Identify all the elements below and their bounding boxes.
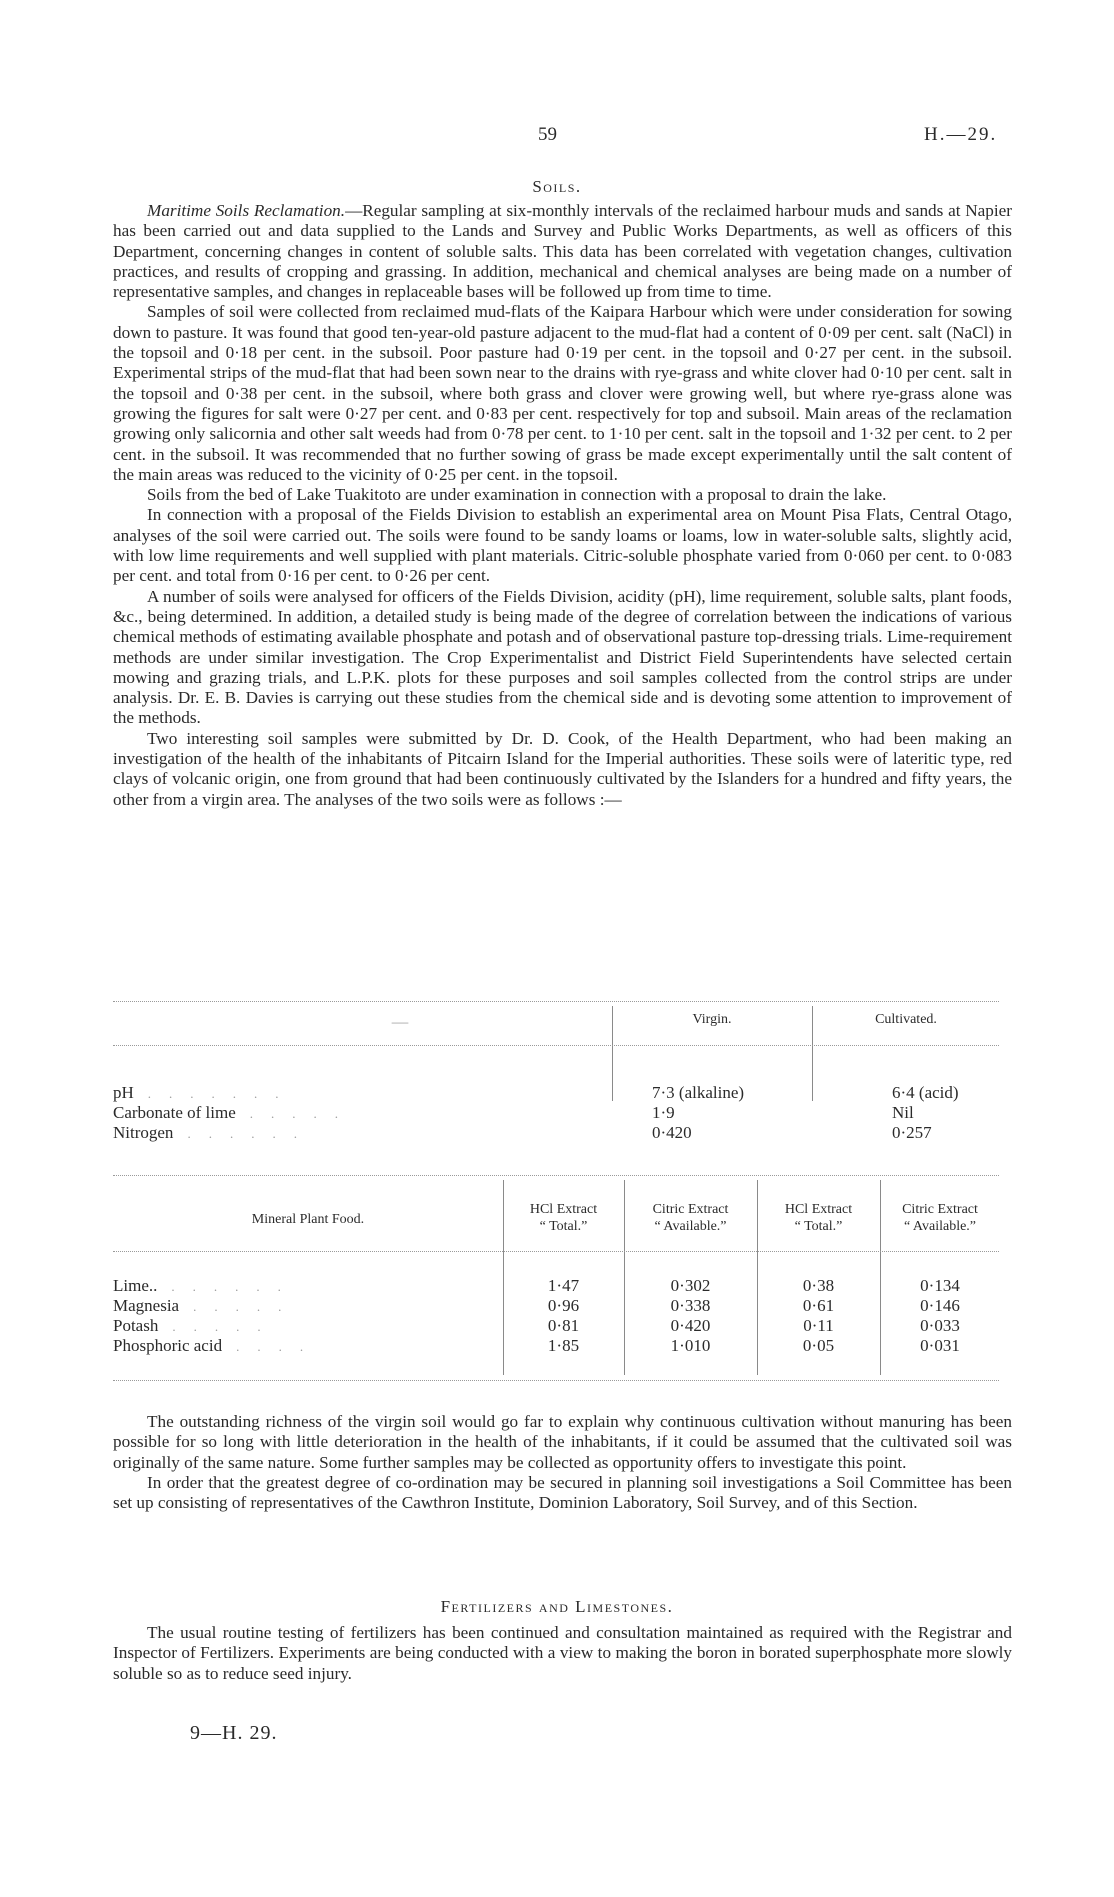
table-cell: 0·134 xyxy=(920,1276,960,1295)
table-cell: 0·257 xyxy=(892,1123,932,1142)
table-cell: 0·302 xyxy=(670,1276,711,1295)
table-row-label: Nitrogen ...... xyxy=(113,1123,315,1142)
table-row-label: Magnesia ..... xyxy=(113,1296,300,1315)
table-rule xyxy=(113,1001,999,1002)
table-cell: 0·338 xyxy=(670,1296,711,1315)
column-header-cultivated: Cultivated. xyxy=(875,1012,937,1027)
paragraph-fertilizer-testing: The usual routine testing of fertilizers has been continued and consultation maintained as required with the Registrar and Inspector of Fertilizers. Experiments are being conducted with a view to making the boron in borated superphosphate more slowly soluble so as to reduce seed injury. xyxy=(113,1623,1012,1683)
conclusion-text-block xyxy=(113,1412,1012,1513)
table-cell: 0·81 xyxy=(547,1316,580,1335)
table-rule xyxy=(113,1045,999,1046)
inline-heading: Maritime Soils Reclamation. xyxy=(147,201,346,220)
table-cell: Nil xyxy=(892,1103,914,1122)
table-cell: 0·146 xyxy=(920,1296,960,1315)
table-rule xyxy=(113,1251,999,1252)
table-cell: 1·010 xyxy=(670,1336,711,1355)
column-header: Citric Extract “ Available.” xyxy=(902,1202,978,1234)
paragraph-tuakitoto: Soils from the bed of Lake Tuakitoto are under examination in connection with a proposal to drain the lake. xyxy=(147,485,887,505)
table-cell: 0·420 xyxy=(652,1123,692,1142)
paragraph-mount-pisa: In connection with a proposal of the Fields Division to establish an experimental area on Mount Pisa Flats, Central Otago, analyses of the soil were carried out. The soils were found to be sandy loams or loams, low in water-soluble salts, slightly acid, with low lime requirements and well supplied with plant materials. Citric-soluble phosphate varied from 0·060 per cent. to 0·083 per cent. and total from 0·16 per cent. to 0·26 per cent. xyxy=(113,505,1012,586)
paragraph-kaipara: Samples of soil were collected from reclaimed mud-flats of the Kaipara Harbour which were under consideration for sowing down to pasture. It was found that good ten-year-old pasture adjacent to the mud-flat had a content of 0·09 per cent. salt (NaCl) in the topsoil and 0·18 per cent. in the subsoil. Poor pasture had 0·19 per cent. in the topsoil and 0·27 per cent. in the subsoil. Experimental strips of the mud-flat that had been sown near to the drains with rye-grass and white clover had 0·10 per cent. salt in the topsoil and 0·38 per cent. in the subsoil, where both grass and clover were growing well, but where rye-grass alone was growing the figures for salt were 0·27 per cent. and 0·83 per cent. respectively for top and subsoil. Main areas of the reclamation growing only salicornia and other salt weeds had from 0·78 per cent. to 1·10 per cent. salt in the topsoil and 1·32 per cent. to 2 per cent. in the subsoil. It was recommended that no further sowing of grass be made except experimentally until the salt content of the main areas was reduced to the vicinity of 0·25 per cent. in the topsoil. xyxy=(113,302,1012,484)
table-row-label: Lime.. ...... xyxy=(113,1276,299,1295)
table-cell: 0·033 xyxy=(920,1316,960,1335)
paragraph-virgin-soil: The outstanding richness of the virgin soil would go far to explain why continuous cultivation without manuring has been possible for so long with little deterioration in the health of the inhabitants, if it could be assumed that the cultivated soil was originally of the same nature. Some further samples may be collected as opportunity offers to investigate this point. xyxy=(113,1412,1012,1472)
paragraph-text: —Regular sampling at six-monthly intervals of the reclaimed harbour muds and sands at Napier has been carried out and data supplied to the Lands and Survey and Public Works Departments, as well as officers of this Department, concerning changes in content of soluble salts. This data has been correlated with vegetation changes, cultivation practices, and results of cropping and grassing. In addition, mechanical and chemical analyses are being made on a number of representative samples, and changes in replaceable bases will be followed up from time to time. xyxy=(113,201,1012,302)
table-cell: 0·96 xyxy=(547,1296,580,1315)
fertilizers-text-block xyxy=(113,1623,1012,1684)
table-cell: 1·9 xyxy=(652,1103,675,1122)
table-cell: 0·031 xyxy=(920,1336,960,1355)
table-rule xyxy=(113,1175,999,1176)
table-cell: 0·61 xyxy=(802,1296,835,1315)
document-reference: H.—29. xyxy=(924,124,998,145)
table-row-label: Phosphoric acid .... xyxy=(113,1336,322,1355)
section-title-soils: Soils. xyxy=(532,177,582,196)
column-header: HCl Extract “ Total.” xyxy=(529,1202,598,1234)
table-cell: 0·420 xyxy=(670,1316,711,1335)
soils-text-block xyxy=(113,201,1012,810)
table-cell: 0·38 xyxy=(802,1276,835,1295)
section-title-fertilizers: Fertilizers and Limestones. xyxy=(440,1597,674,1616)
table-rule xyxy=(113,1380,999,1381)
column-header: HCl Extract “ Total.” xyxy=(784,1202,853,1234)
page-number: 59 xyxy=(538,124,557,145)
paragraph-fields-division: A number of soils were analysed for officers of the Fields Division, acidity (pH), lime requirement, soluble salts, plant foods, &c., being determined. In addition, a detailed study is being made of the degree of correlation between the indications of various chemical methods of estimating available phosphate and potash and of observational pasture top-dressing trials. Lime-requirement methods are under similar investigation. The Crop Experimentalist and District Field Superintendents have selected certain mowing and grazing trials, and L.P.K. plots for these purposes and soil samples collected from the control strips are under analysis. Dr. E. B. Davies is carrying out these studies from the chemical side and is devoting some attention to improvement of the methods. xyxy=(113,586,1012,728)
table-corner-cell: Mineral Plant Food. xyxy=(251,1212,365,1227)
table-cell: 0·11 xyxy=(803,1316,834,1335)
signature-code: 9—H. 29. xyxy=(190,1722,278,1744)
table-cell: 7·3 (alkaline) xyxy=(652,1083,745,1102)
table-row-label: Carbonate of lime ..... xyxy=(113,1103,356,1122)
paragraph-pitcairn: Two interesting soil samples were submitted by Dr. D. Cook, of the Health Department, who had been making an investigation of the health of the inhabitants of Pitcairn Island for the Imperial authorities. These soils were of lateritic type, red clays of volcanic origin, one from ground that had been continuously cultivated by the Islanders for a hundred and fifty years, the other from a virgin area. The analyses of the two soils were as follows :— xyxy=(113,728,1012,809)
table-row-label: pH ....... xyxy=(113,1083,297,1102)
table-cell: 6·4 (acid) xyxy=(892,1083,959,1102)
column-header: Citric Extract “ Available.” xyxy=(652,1202,729,1234)
table-cell: 1·85 xyxy=(547,1336,580,1355)
paragraph-soil-committee: In order that the greatest degree of co-ordination may be secured in planning soil investigations a Soil Committee has been set up consisting of representatives of the Cawthron Institute, Dominion Laboratory, Soil Survey, and of this Section. xyxy=(113,1472,1012,1513)
table-row-label: Potash ..... xyxy=(113,1316,279,1335)
column-header-virgin: Virgin. xyxy=(692,1012,732,1027)
paragraph-maritime-soils xyxy=(113,201,1012,302)
table-cell: 1·47 xyxy=(547,1276,580,1295)
table-cell: 0·05 xyxy=(802,1336,835,1355)
table-corner-cell: — xyxy=(391,1012,409,1031)
